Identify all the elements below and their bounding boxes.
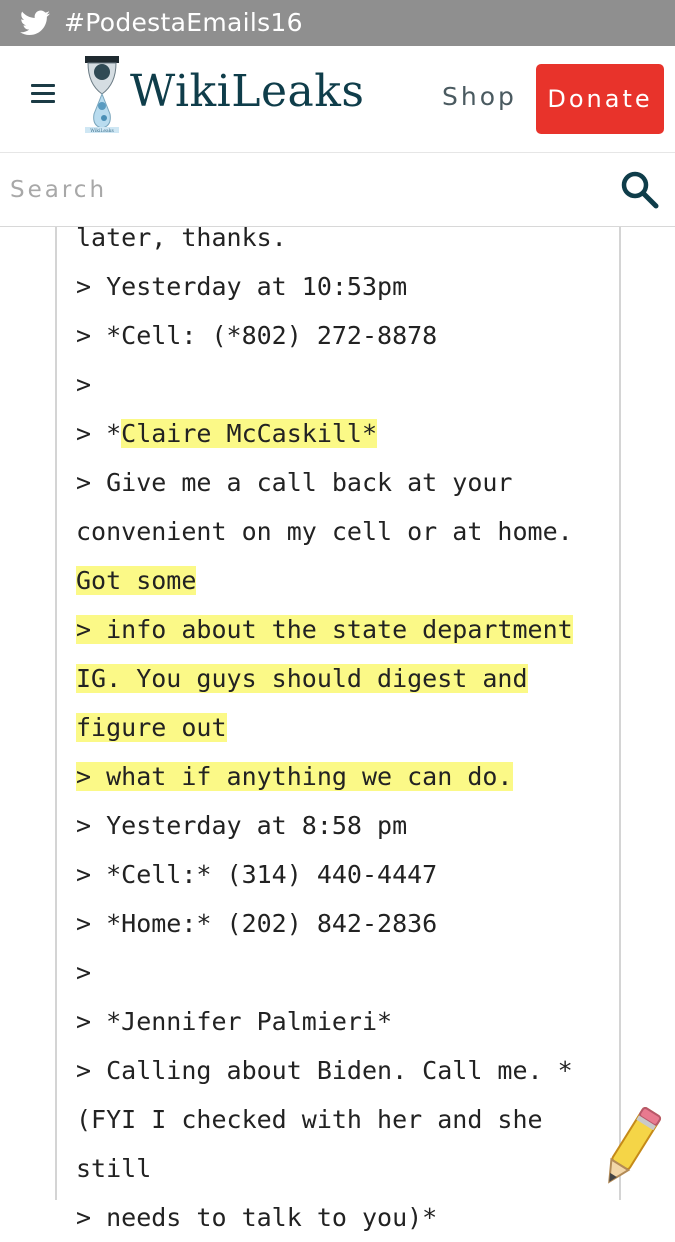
- logo-mark-caption: WikiLeaks: [90, 129, 114, 134]
- email-lines: [76, 213, 616, 1242]
- email-line: [76, 654, 616, 703]
- hashtag-bar: [0, 0, 675, 46]
- email-text: convenient on my cell or at home.: [76, 517, 573, 546]
- email-line: [76, 409, 616, 458]
- email-line: [76, 850, 616, 899]
- email-text: > *Jennifer Palmieri*: [76, 1007, 393, 1036]
- highlighted-text: figure out: [76, 713, 227, 742]
- email-line: [76, 605, 616, 654]
- email-text: > *Cell:* (314) 440-4447: [76, 860, 438, 889]
- donate-button[interactable]: Donate: [536, 64, 664, 134]
- hashtag-text: #PodestaEmails16: [64, 8, 303, 37]
- email-text: later, thanks.: [76, 223, 287, 252]
- email-line: [76, 948, 616, 997]
- hamburger-menu-icon[interactable]: [31, 84, 55, 102]
- email-line: [76, 262, 616, 311]
- search-input[interactable]: [10, 165, 600, 215]
- pencil-icon[interactable]: [596, 1100, 666, 1195]
- highlighted-text: Got some: [76, 566, 197, 595]
- email-line: [76, 1095, 616, 1144]
- email-text: > *Cell: (*802) 272-8878: [76, 321, 438, 350]
- email-text: still: [76, 1154, 152, 1183]
- email-text: > needs to talk to you)*: [76, 1203, 438, 1232]
- email-line: [76, 801, 616, 850]
- email-line: [76, 1144, 616, 1193]
- highlighted-text: > what if anything we can do.: [76, 762, 513, 791]
- email-line: [76, 752, 616, 801]
- email-text: > Yesterday at 10:53pm: [76, 272, 408, 301]
- email-line: [76, 556, 616, 605]
- email-line: [76, 1193, 616, 1242]
- email-line: [76, 1046, 616, 1095]
- email-line: [76, 899, 616, 948]
- search-icon[interactable]: [620, 170, 660, 210]
- email-line: [76, 507, 616, 556]
- email-line: [76, 458, 616, 507]
- email-text: (FYI I checked with her and she: [76, 1105, 543, 1134]
- email-line: [76, 311, 616, 360]
- site-header: [0, 46, 675, 153]
- shop-link[interactable]: Shop: [442, 82, 517, 111]
- email-text: >: [76, 958, 92, 987]
- highlighted-text: Claire McCaskill*: [121, 419, 378, 448]
- email-line: [76, 213, 616, 262]
- email-body: [55, 223, 621, 1232]
- highlighted-text: > info about the state department: [76, 615, 573, 644]
- email-line: [76, 703, 616, 752]
- email-text: > Give me a call back at your: [76, 468, 513, 497]
- email-text: > Calling about Biden. Call me. *: [76, 1056, 573, 1085]
- email-text: > *Home:* (202) 842-2836: [76, 909, 438, 938]
- highlighted-text: IG. You guys should digest and: [76, 664, 528, 693]
- site-logo-text[interactable]: WikiLeaks: [130, 66, 365, 117]
- twitter-bird-icon: [20, 10, 50, 36]
- email-text: >: [76, 370, 92, 399]
- email-text: > Yesterday at 8:58 pm: [76, 811, 408, 840]
- email-text: > *: [76, 419, 122, 448]
- email-line: [76, 360, 616, 409]
- email-line: [76, 997, 616, 1046]
- wikileaks-hourglass-logo[interactable]: [82, 54, 122, 134]
